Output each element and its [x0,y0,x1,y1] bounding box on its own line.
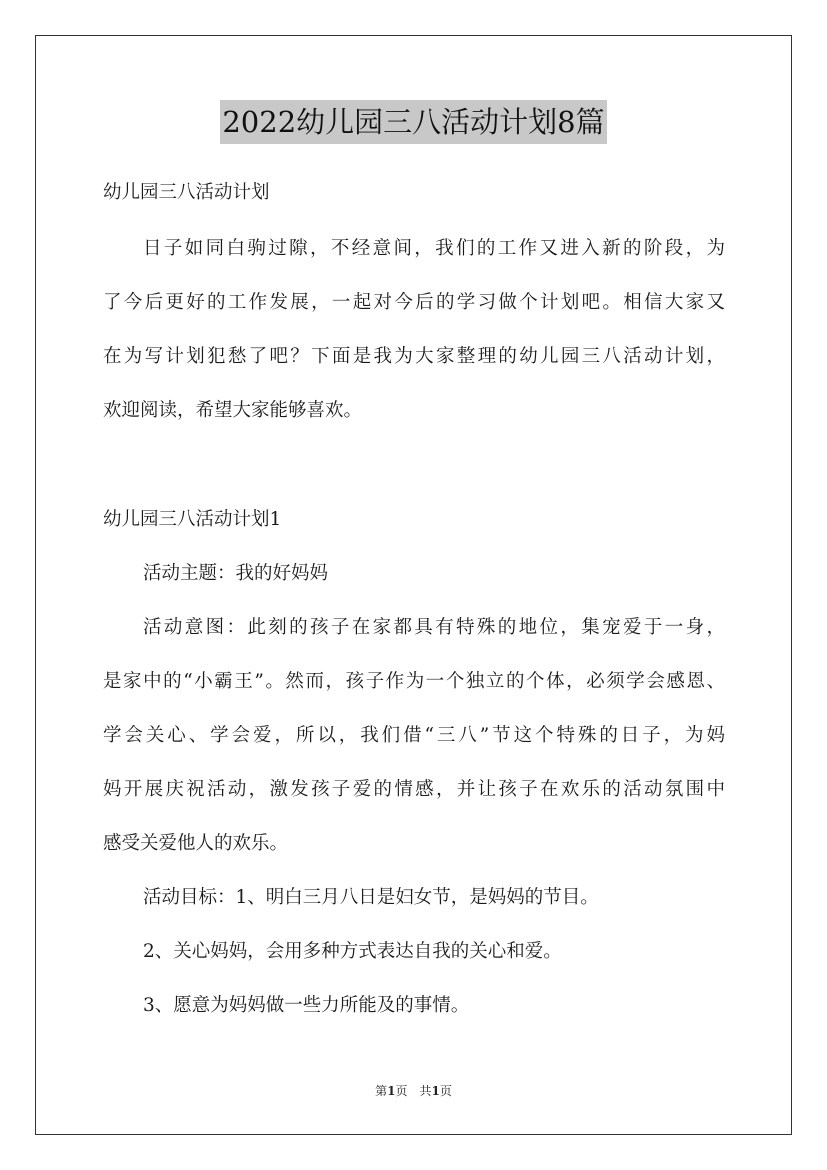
footer-total-number: 1 [431,1084,440,1098]
paragraph-line: 日子如同白驹过隙，不经意间，我们的工作又进入新的阶段，为 [143,238,725,259]
title-container [0,100,827,144]
paragraph-line: 2、关心妈妈，会用多种方式表达自我的关心和爱。 [143,941,562,962]
section-heading: 幼儿园三八活动计划1 [103,509,282,530]
footer-page-suffix: 页 [395,1084,408,1098]
paragraph-line: 活动主题：我的好妈妈 [143,563,329,584]
section-heading: 幼儿园三八活动计划 [103,182,270,203]
footer-page-prefix: 第 [375,1084,388,1098]
footer-total-prefix: 共 [419,1084,432,1098]
paragraph-line: 活动目标：1、明白三月八日是妇女节，是妈妈的节目。 [143,887,599,908]
page-footer [0,1083,827,1099]
paragraph-line: 活动意图：此刻的孩子在家都具有特殊的地位，集宠爱于一身， [143,617,725,638]
document-title: 2022幼儿园三八活动计划8篇 [220,100,606,144]
paragraph-line: 是家中的“小霸王”。然而，孩子作为一个独立的个体，必须学会感恩、 [103,671,725,692]
paragraph-line: 感受关爱他人的欢乐。 [103,833,289,854]
footer-total-suffix: 页 [439,1084,452,1098]
paragraph-line: 在为写计划犯愁了吧？下面是我为大家整理的幼儿园三八活动计划， [103,346,725,367]
paragraph-line: 了今后更好的工作发展，一起对今后的学习做个计划吧。相信大家又 [103,292,725,313]
paragraph-line: 妈开展庆祝活动，激发孩子爱的情感，并让孩子在欢乐的活动氛围中 [103,779,725,800]
paragraph-line: 欢迎阅读，希望大家能够喜欢。 [103,400,363,421]
paragraph-line: 学会关心、学会爱，所以，我们借“三八”节这个特殊的日子，为妈 [103,725,725,746]
footer-page-number: 1 [387,1084,396,1098]
paragraph-line: 3、愿意为妈妈做一些力所能及的事情。 [143,995,470,1016]
